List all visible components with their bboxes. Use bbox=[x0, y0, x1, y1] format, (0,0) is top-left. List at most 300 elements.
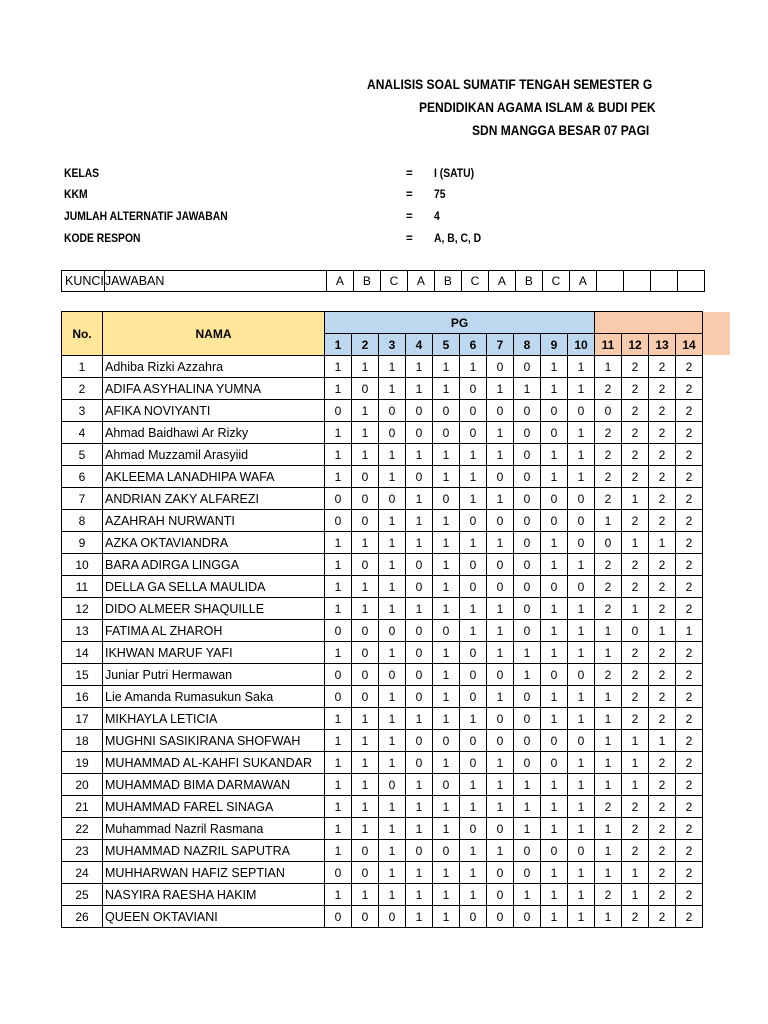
score-cell: 0 bbox=[541, 422, 568, 444]
score-cell: 1 bbox=[460, 444, 487, 466]
score-cell: 0 bbox=[325, 510, 352, 532]
score-cell: 0 bbox=[460, 752, 487, 774]
score-cell: 0 bbox=[379, 488, 406, 510]
answer-key-cell: C bbox=[542, 271, 569, 292]
student-name: MIKHAYLA LETICIA bbox=[103, 708, 325, 730]
score-cell: 1 bbox=[460, 620, 487, 642]
score-cell: 1 bbox=[460, 708, 487, 730]
student-number: 16 bbox=[62, 686, 103, 708]
score-cell: 1 bbox=[352, 422, 379, 444]
header-row-group bbox=[62, 312, 703, 334]
score-cell: 1 bbox=[568, 598, 595, 620]
meta-label: KKM bbox=[64, 189, 88, 201]
student-name: MUHAMMAD BIMA DARMAWAN bbox=[103, 774, 325, 796]
score-cell: 0 bbox=[433, 620, 460, 642]
score-cell: 2 bbox=[649, 576, 676, 598]
student-name: ANDRIAN ZAKY ALFAREZI bbox=[103, 488, 325, 510]
score-cell: 0 bbox=[487, 708, 514, 730]
score-cell: 2 bbox=[595, 664, 622, 686]
student-name: Juniar Putri Hermawan bbox=[103, 664, 325, 686]
score-cell: 0 bbox=[406, 730, 433, 752]
score-cell: 2 bbox=[676, 576, 703, 598]
question-number-header: 9 bbox=[541, 334, 568, 356]
score-cell: 0 bbox=[568, 510, 595, 532]
score-cell: 0 bbox=[514, 730, 541, 752]
table-row bbox=[62, 818, 703, 840]
score-cell: 1 bbox=[622, 598, 649, 620]
score-cell: 1 bbox=[379, 642, 406, 664]
score-cell: 2 bbox=[676, 818, 703, 840]
score-cell: 1 bbox=[460, 532, 487, 554]
score-cell: 1 bbox=[433, 708, 460, 730]
score-cell: 1 bbox=[406, 598, 433, 620]
score-cell: 1 bbox=[406, 510, 433, 532]
table-row bbox=[62, 862, 703, 884]
score-cell: 1 bbox=[379, 356, 406, 378]
student-name: MUHAMMAD NAZRIL SAPUTRA bbox=[103, 840, 325, 862]
score-cell: 1 bbox=[352, 444, 379, 466]
score-cell: 1 bbox=[649, 730, 676, 752]
score-cell: 2 bbox=[676, 664, 703, 686]
student-name: DIDO ALMEER SHAQUILLE bbox=[103, 598, 325, 620]
answer-key-cell: A bbox=[488, 271, 515, 292]
score-cell: 0 bbox=[325, 686, 352, 708]
score-cell: 2 bbox=[622, 840, 649, 862]
score-cell: 2 bbox=[676, 840, 703, 862]
score-cell: 0 bbox=[514, 532, 541, 554]
score-cell: 0 bbox=[433, 488, 460, 510]
score-cell: 1 bbox=[541, 356, 568, 378]
score-cell: 2 bbox=[649, 444, 676, 466]
score-cell: 0 bbox=[460, 510, 487, 532]
answer-key-cell: A bbox=[407, 271, 434, 292]
score-cell: 1 bbox=[541, 906, 568, 928]
score-cell: 0 bbox=[487, 730, 514, 752]
score-cell: 0 bbox=[325, 664, 352, 686]
question-number-header: 14 bbox=[676, 334, 703, 356]
score-cell: 1 bbox=[541, 818, 568, 840]
score-cell: 1 bbox=[487, 686, 514, 708]
answer-key-cell: C bbox=[380, 271, 407, 292]
score-cell: 1 bbox=[433, 532, 460, 554]
score-cell: 1 bbox=[379, 378, 406, 400]
score-cell: 2 bbox=[649, 686, 676, 708]
score-cell: 2 bbox=[676, 444, 703, 466]
score-cell: 0 bbox=[379, 400, 406, 422]
score-cell: 1 bbox=[649, 532, 676, 554]
score-cell: 0 bbox=[514, 422, 541, 444]
student-name: AFIKA NOVIYANTI bbox=[103, 400, 325, 422]
student-number: 3 bbox=[62, 400, 103, 422]
student-name: AKLEEMA LANADHIPA WAFA bbox=[103, 466, 325, 488]
score-cell: 2 bbox=[622, 444, 649, 466]
score-cell: 1 bbox=[487, 752, 514, 774]
student-number: 24 bbox=[62, 862, 103, 884]
score-cell: 1 bbox=[676, 620, 703, 642]
score-cell: 1 bbox=[541, 708, 568, 730]
score-cell: 0 bbox=[352, 620, 379, 642]
question-number-header: 3 bbox=[379, 334, 406, 356]
score-cell: 0 bbox=[541, 730, 568, 752]
score-cell: 2 bbox=[622, 686, 649, 708]
score-cell: 0 bbox=[541, 840, 568, 862]
score-cell: 0 bbox=[325, 488, 352, 510]
score-cell: 2 bbox=[622, 400, 649, 422]
student-number: 5 bbox=[62, 444, 103, 466]
score-cell: 0 bbox=[487, 884, 514, 906]
score-cell: 1 bbox=[595, 510, 622, 532]
score-cell: 0 bbox=[460, 818, 487, 840]
meta-label: KODE RESPON bbox=[64, 233, 141, 245]
student-number: 14 bbox=[62, 642, 103, 664]
score-cell: 1 bbox=[379, 884, 406, 906]
score-cell: 1 bbox=[352, 730, 379, 752]
score-table bbox=[61, 311, 703, 928]
student-name: Adhiba Rizki Azzahra bbox=[103, 356, 325, 378]
score-cell: 1 bbox=[325, 840, 352, 862]
score-cell: 2 bbox=[595, 422, 622, 444]
score-cell: 0 bbox=[352, 510, 379, 532]
student-number: 22 bbox=[62, 818, 103, 840]
score-cell: 2 bbox=[649, 642, 676, 664]
student-name: QUEEN OKTAVIANI bbox=[103, 906, 325, 928]
score-cell: 1 bbox=[514, 774, 541, 796]
score-cell: 2 bbox=[622, 906, 649, 928]
score-cell: 1 bbox=[433, 818, 460, 840]
question-number-header: 4 bbox=[406, 334, 433, 356]
table-row bbox=[62, 356, 703, 378]
score-cell: 1 bbox=[433, 444, 460, 466]
score-cell: 1 bbox=[352, 576, 379, 598]
answer-key-table bbox=[61, 270, 705, 292]
student-number: 12 bbox=[62, 598, 103, 620]
score-cell: 1 bbox=[325, 730, 352, 752]
report-subject: PENDIDIKAN AGAMA ISLAM & BUDI PEK bbox=[419, 99, 656, 115]
question-number-header: 6 bbox=[460, 334, 487, 356]
question-number-header: 5 bbox=[433, 334, 460, 356]
score-cell: 0 bbox=[622, 620, 649, 642]
score-cell: 1 bbox=[433, 906, 460, 928]
score-cell: 1 bbox=[406, 796, 433, 818]
score-cell: 0 bbox=[541, 576, 568, 598]
score-cell: 1 bbox=[568, 444, 595, 466]
question-number-header: 11 bbox=[595, 334, 622, 356]
score-cell: 0 bbox=[352, 686, 379, 708]
score-cell: 0 bbox=[514, 840, 541, 862]
score-cell: 1 bbox=[433, 378, 460, 400]
score-cell: 1 bbox=[325, 752, 352, 774]
score-cell: 1 bbox=[541, 532, 568, 554]
column-header-nama: NAMA bbox=[103, 312, 325, 356]
question-number-header: 12 bbox=[622, 334, 649, 356]
student-name: Ahmad Muzzamil Arasyiid bbox=[103, 444, 325, 466]
score-cell: 1 bbox=[379, 730, 406, 752]
score-cell: 2 bbox=[676, 730, 703, 752]
student-number: 20 bbox=[62, 774, 103, 796]
score-cell: 1 bbox=[325, 796, 352, 818]
score-cell: 0 bbox=[325, 400, 352, 422]
score-cell: 1 bbox=[433, 664, 460, 686]
score-cell: 1 bbox=[325, 444, 352, 466]
student-number: 23 bbox=[62, 840, 103, 862]
score-cell: 1 bbox=[460, 356, 487, 378]
score-cell: 0 bbox=[568, 840, 595, 862]
table-row bbox=[62, 532, 703, 554]
score-cell: 1 bbox=[595, 620, 622, 642]
score-cell: 1 bbox=[379, 532, 406, 554]
score-cell: 0 bbox=[460, 400, 487, 422]
score-cell: 1 bbox=[514, 818, 541, 840]
score-cell: 1 bbox=[622, 730, 649, 752]
score-cell: 2 bbox=[676, 356, 703, 378]
score-cell: 1 bbox=[568, 466, 595, 488]
score-cell: 1 bbox=[325, 708, 352, 730]
student-number: 4 bbox=[62, 422, 103, 444]
answer-key-cell bbox=[623, 271, 650, 292]
score-cell: 0 bbox=[487, 862, 514, 884]
score-cell: 1 bbox=[622, 884, 649, 906]
score-cell: 0 bbox=[352, 840, 379, 862]
score-cell: 2 bbox=[676, 642, 703, 664]
score-cell: 2 bbox=[649, 818, 676, 840]
meta-value: 75 bbox=[434, 189, 446, 201]
score-cell: 1 bbox=[433, 598, 460, 620]
score-cell: 2 bbox=[676, 400, 703, 422]
score-cell: 1 bbox=[568, 884, 595, 906]
student-name: ADIFA ASYHALINA YUMNA bbox=[103, 378, 325, 400]
score-cell: 2 bbox=[649, 400, 676, 422]
score-cell: 1 bbox=[541, 554, 568, 576]
score-cell: 0 bbox=[487, 466, 514, 488]
student-number: 15 bbox=[62, 664, 103, 686]
score-cell: 0 bbox=[541, 510, 568, 532]
score-cell: 0 bbox=[568, 730, 595, 752]
score-cell: 1 bbox=[460, 840, 487, 862]
score-cell: 0 bbox=[514, 576, 541, 598]
score-cell: 0 bbox=[514, 752, 541, 774]
score-cell: 2 bbox=[622, 796, 649, 818]
question-number-header: 10 bbox=[568, 334, 595, 356]
score-cell: 0 bbox=[406, 466, 433, 488]
table-row bbox=[62, 664, 703, 686]
score-cell: 0 bbox=[487, 664, 514, 686]
answer-key-label-2: JAWABAN bbox=[104, 271, 326, 292]
student-number: 2 bbox=[62, 378, 103, 400]
score-cell: 1 bbox=[325, 774, 352, 796]
score-cell: 0 bbox=[352, 378, 379, 400]
score-cell: 1 bbox=[622, 532, 649, 554]
score-cell: 1 bbox=[406, 774, 433, 796]
score-cell: 0 bbox=[460, 642, 487, 664]
score-cell: 1 bbox=[406, 884, 433, 906]
score-cell: 1 bbox=[487, 840, 514, 862]
score-cell: 2 bbox=[622, 708, 649, 730]
score-cell: 0 bbox=[460, 554, 487, 576]
table-row bbox=[62, 576, 703, 598]
score-cell: 0 bbox=[460, 906, 487, 928]
score-cell: 1 bbox=[595, 862, 622, 884]
score-cell: 2 bbox=[649, 488, 676, 510]
score-cell: 0 bbox=[541, 488, 568, 510]
score-cell: 1 bbox=[379, 510, 406, 532]
score-cell: 0 bbox=[433, 730, 460, 752]
score-cell: 0 bbox=[406, 576, 433, 598]
score-cell: 0 bbox=[433, 840, 460, 862]
score-cell: 1 bbox=[595, 708, 622, 730]
score-cell: 0 bbox=[487, 554, 514, 576]
score-cell: 0 bbox=[487, 356, 514, 378]
score-cell: 1 bbox=[352, 400, 379, 422]
score-cell: 0 bbox=[514, 466, 541, 488]
score-cell: 0 bbox=[568, 400, 595, 422]
score-cell: 1 bbox=[541, 862, 568, 884]
student-name: Ahmad Baidhawi Ar Rizky bbox=[103, 422, 325, 444]
score-cell: 0 bbox=[379, 774, 406, 796]
score-cell: 1 bbox=[325, 356, 352, 378]
student-name: FATIMA AL ZHAROH bbox=[103, 620, 325, 642]
header-overflow-fill bbox=[700, 312, 730, 355]
score-cell: 1 bbox=[541, 444, 568, 466]
score-cell: 2 bbox=[649, 884, 676, 906]
score-cell: 1 bbox=[406, 532, 433, 554]
score-cell: 0 bbox=[595, 532, 622, 554]
score-cell: 1 bbox=[568, 620, 595, 642]
answer-key-row bbox=[62, 271, 705, 292]
score-cell: 1 bbox=[622, 774, 649, 796]
student-number: 9 bbox=[62, 532, 103, 554]
score-cell: 1 bbox=[352, 884, 379, 906]
score-cell: 1 bbox=[541, 686, 568, 708]
student-name: AZAHRAH NURWANTI bbox=[103, 510, 325, 532]
score-cell: 0 bbox=[406, 554, 433, 576]
score-cell: 1 bbox=[622, 752, 649, 774]
table-row bbox=[62, 642, 703, 664]
score-cell: 1 bbox=[487, 422, 514, 444]
score-cell: 1 bbox=[487, 796, 514, 818]
score-cell: 0 bbox=[487, 906, 514, 928]
score-cell: 0 bbox=[460, 686, 487, 708]
student-number: 13 bbox=[62, 620, 103, 642]
score-cell: 2 bbox=[676, 862, 703, 884]
score-cell: 0 bbox=[514, 488, 541, 510]
score-cell: 2 bbox=[676, 686, 703, 708]
score-cell: 2 bbox=[649, 356, 676, 378]
score-cell: 1 bbox=[568, 708, 595, 730]
table-row bbox=[62, 840, 703, 862]
table-row bbox=[62, 554, 703, 576]
student-name: MUHHARWAN HAFIZ SEPTIAN bbox=[103, 862, 325, 884]
meta-value: I (SATU) bbox=[434, 168, 475, 180]
student-name: DELLA GA SELLA MAULIDA bbox=[103, 576, 325, 598]
score-cell: 1 bbox=[514, 796, 541, 818]
score-cell: 2 bbox=[622, 818, 649, 840]
score-cell: 0 bbox=[406, 686, 433, 708]
score-cell: 1 bbox=[379, 686, 406, 708]
score-cell: 0 bbox=[325, 862, 352, 884]
score-cell: 1 bbox=[568, 796, 595, 818]
meta-eq: = bbox=[406, 211, 413, 223]
score-cell: 2 bbox=[676, 598, 703, 620]
score-cell: 1 bbox=[352, 818, 379, 840]
student-name: Lie Amanda Rumasukun Saka bbox=[103, 686, 325, 708]
score-cell: 1 bbox=[325, 554, 352, 576]
score-cell: 0 bbox=[406, 752, 433, 774]
score-cell: 1 bbox=[595, 906, 622, 928]
student-number: 8 bbox=[62, 510, 103, 532]
score-cell: 2 bbox=[649, 664, 676, 686]
meta-eq: = bbox=[406, 189, 413, 201]
score-cell: 1 bbox=[487, 532, 514, 554]
score-cell: 1 bbox=[568, 356, 595, 378]
score-cell: 1 bbox=[460, 862, 487, 884]
student-name: MUHAMMAD AL-KAHFI SUKANDAR bbox=[103, 752, 325, 774]
score-cell: 2 bbox=[595, 576, 622, 598]
score-cell: 1 bbox=[568, 686, 595, 708]
student-name: MUGHNI SASIKIRANA SHOFWAH bbox=[103, 730, 325, 752]
score-cell: 0 bbox=[352, 906, 379, 928]
score-cell: 0 bbox=[487, 818, 514, 840]
score-cell: 0 bbox=[406, 664, 433, 686]
score-cell: 0 bbox=[352, 862, 379, 884]
score-cell: 2 bbox=[676, 510, 703, 532]
score-cell: 1 bbox=[568, 422, 595, 444]
score-cell: 2 bbox=[676, 532, 703, 554]
score-cell: 1 bbox=[622, 862, 649, 884]
table-row bbox=[62, 510, 703, 532]
score-cell: 1 bbox=[433, 862, 460, 884]
score-cell: 1 bbox=[379, 466, 406, 488]
score-cell: 0 bbox=[568, 576, 595, 598]
score-cell: 1 bbox=[379, 708, 406, 730]
score-cell: 2 bbox=[622, 422, 649, 444]
question-number-header: 7 bbox=[487, 334, 514, 356]
score-cell: 2 bbox=[622, 510, 649, 532]
score-cell: 1 bbox=[379, 444, 406, 466]
column-header-pg: PG bbox=[325, 312, 595, 334]
score-cell: 0 bbox=[406, 840, 433, 862]
score-cell: 0 bbox=[460, 422, 487, 444]
student-number: 19 bbox=[62, 752, 103, 774]
table-row bbox=[62, 774, 703, 796]
score-cell: 2 bbox=[649, 796, 676, 818]
score-cell: 1 bbox=[352, 774, 379, 796]
score-cell: 1 bbox=[595, 686, 622, 708]
question-number-header: 2 bbox=[352, 334, 379, 356]
score-cell: 2 bbox=[676, 884, 703, 906]
score-cell: 1 bbox=[325, 818, 352, 840]
score-cell: 1 bbox=[541, 378, 568, 400]
score-cell: 2 bbox=[595, 488, 622, 510]
score-cell: 0 bbox=[352, 554, 379, 576]
score-cell: 2 bbox=[676, 708, 703, 730]
score-cell: 1 bbox=[406, 906, 433, 928]
score-cell: 1 bbox=[379, 554, 406, 576]
score-cell: 0 bbox=[325, 620, 352, 642]
score-cell: 1 bbox=[379, 796, 406, 818]
score-cell: 2 bbox=[649, 906, 676, 928]
score-cell: 1 bbox=[352, 532, 379, 554]
score-cell: 2 bbox=[676, 752, 703, 774]
score-cell: 2 bbox=[649, 774, 676, 796]
table-row bbox=[62, 686, 703, 708]
student-name: IKHWAN MARUF YAFI bbox=[103, 642, 325, 664]
score-cell: 1 bbox=[379, 576, 406, 598]
score-cell: 0 bbox=[541, 400, 568, 422]
score-cell: 1 bbox=[541, 774, 568, 796]
score-cell: 1 bbox=[406, 356, 433, 378]
meta-eq: = bbox=[406, 233, 413, 245]
score-cell: 2 bbox=[622, 642, 649, 664]
